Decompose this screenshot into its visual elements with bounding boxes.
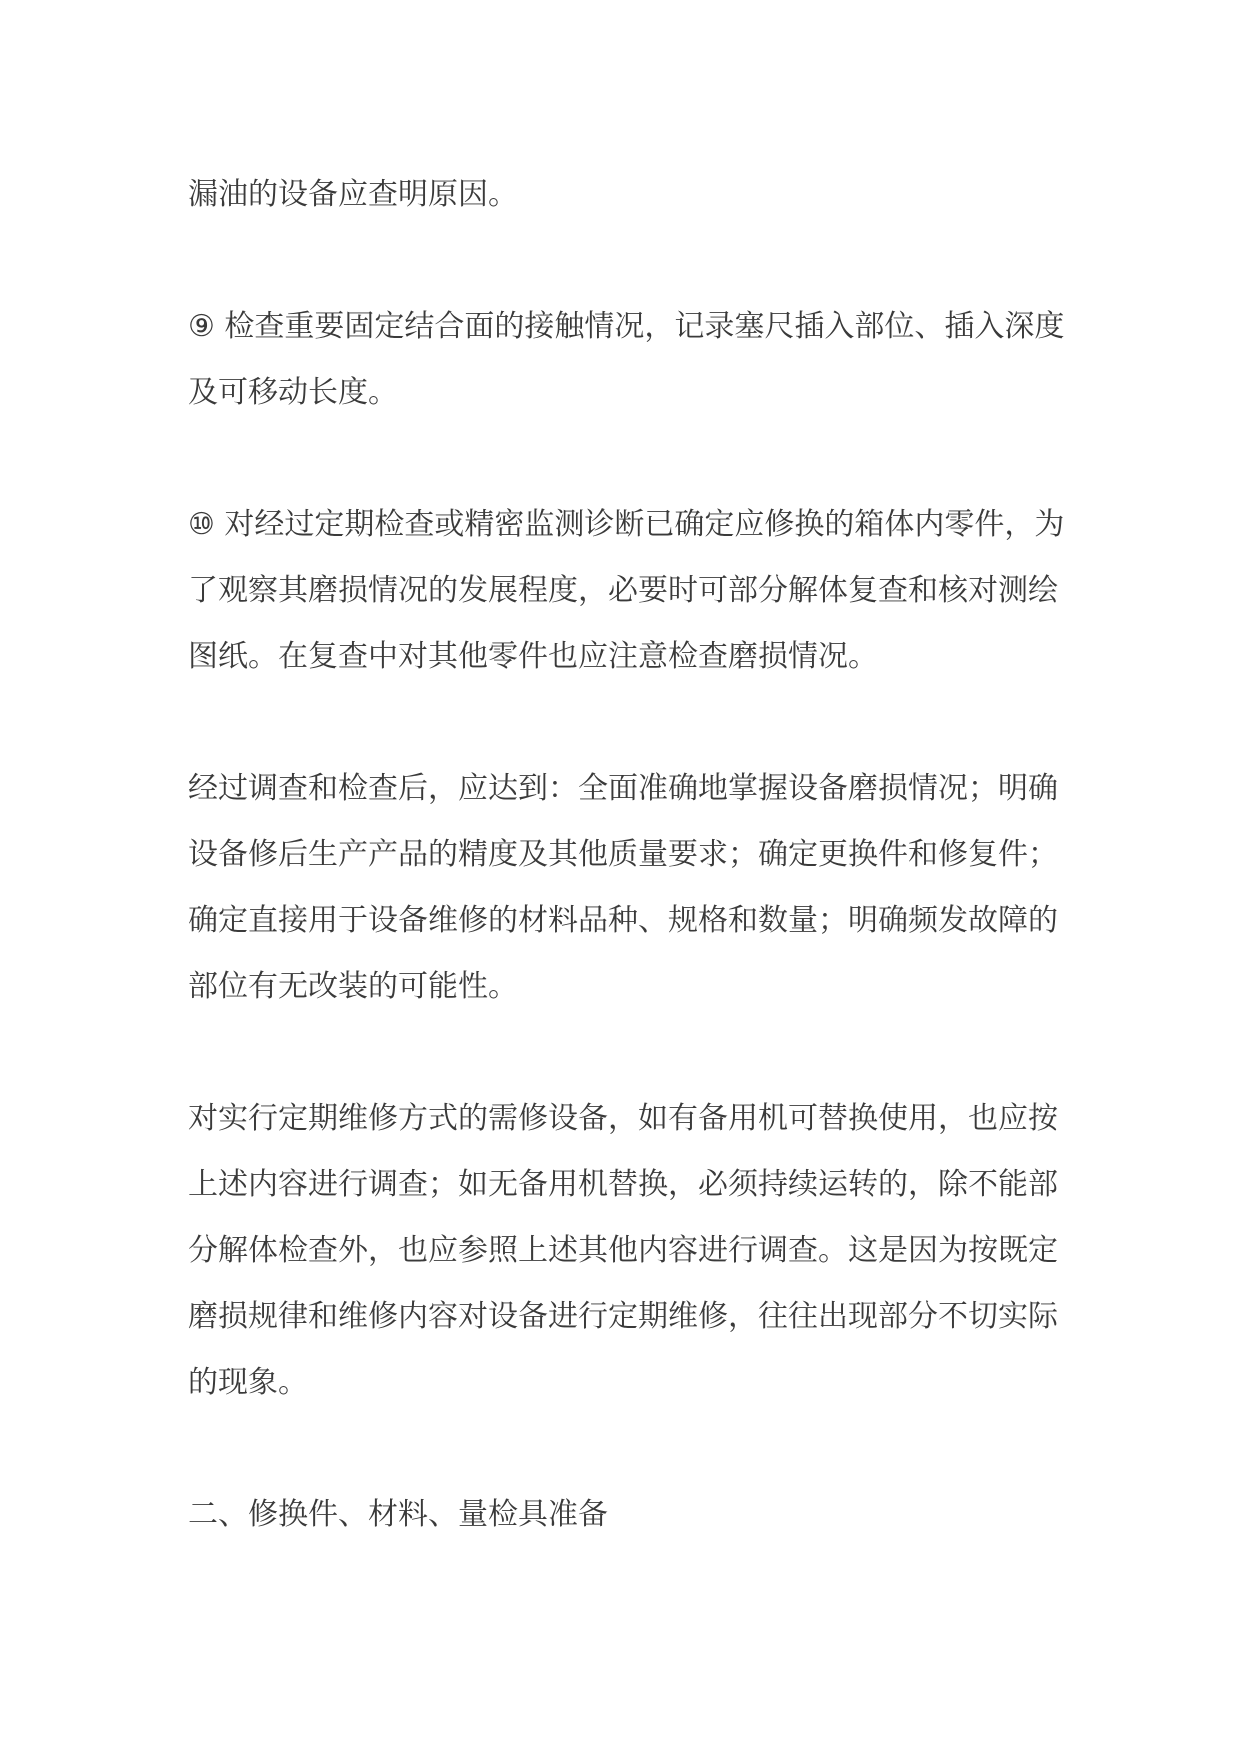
text-line: 分解体检查外，也应参照上述其他内容进行调查。这是因为按既定 bbox=[188, 1233, 1058, 1268]
text-line: 漏油的设备应查明原因。 bbox=[188, 177, 518, 212]
paragraph-periodic-maintenance bbox=[188, 1086, 1058, 1416]
text-line: 磨损规律和维修内容对设备进行定期维修，往往出现部分不切实际 bbox=[188, 1299, 1058, 1334]
text-line: 部位有无改装的可能性。 bbox=[188, 969, 518, 1004]
paragraph-oil-leak bbox=[188, 162, 1048, 228]
section-heading bbox=[188, 1482, 1048, 1548]
text-line: 对实行定期维修方式的需修设备，如有备用机可替换使用，也应按 bbox=[188, 1101, 1058, 1136]
paragraph-item-9 bbox=[188, 294, 1065, 426]
paragraph-item-10 bbox=[188, 492, 1065, 690]
text-line: 图纸。在复查中对其他零件也应注意检查磨损情况。 bbox=[188, 639, 878, 674]
text-line: 确定直接用于设备维修的材料品种、规格和数量；明确频发故障的 bbox=[188, 903, 1058, 938]
text-line: 及可移动长度。 bbox=[188, 375, 398, 410]
section-heading-text: 二、修换件、材料、量检具准备 bbox=[188, 1497, 608, 1532]
text-line: 了观察其磨损情况的发展程度，必要时可部分解体复查和核对测绘 bbox=[188, 573, 1058, 608]
text-line: 经过调查和检查后，应达到：全面准确地掌握设备磨损情况；明确 bbox=[188, 771, 1058, 806]
text-line: 设备修后生产产品的精度及其他质量要求；确定更换件和修复件； bbox=[188, 837, 1058, 872]
text-line: 上述内容进行调查；如无备用机替换，必须持续运转的，除不能部 bbox=[188, 1167, 1058, 1202]
paragraph-inspection-results bbox=[188, 756, 1058, 1020]
text-line: 的现象。 bbox=[188, 1365, 308, 1400]
text-line: ⑩ 对经过定期检查或精密监测诊断已确定应修换的箱体内零件，为 bbox=[188, 507, 1065, 542]
text-line: ⑨ 检查重要固定结合面的接触情况，记录塞尺插入部位、插入深度 bbox=[188, 309, 1065, 344]
